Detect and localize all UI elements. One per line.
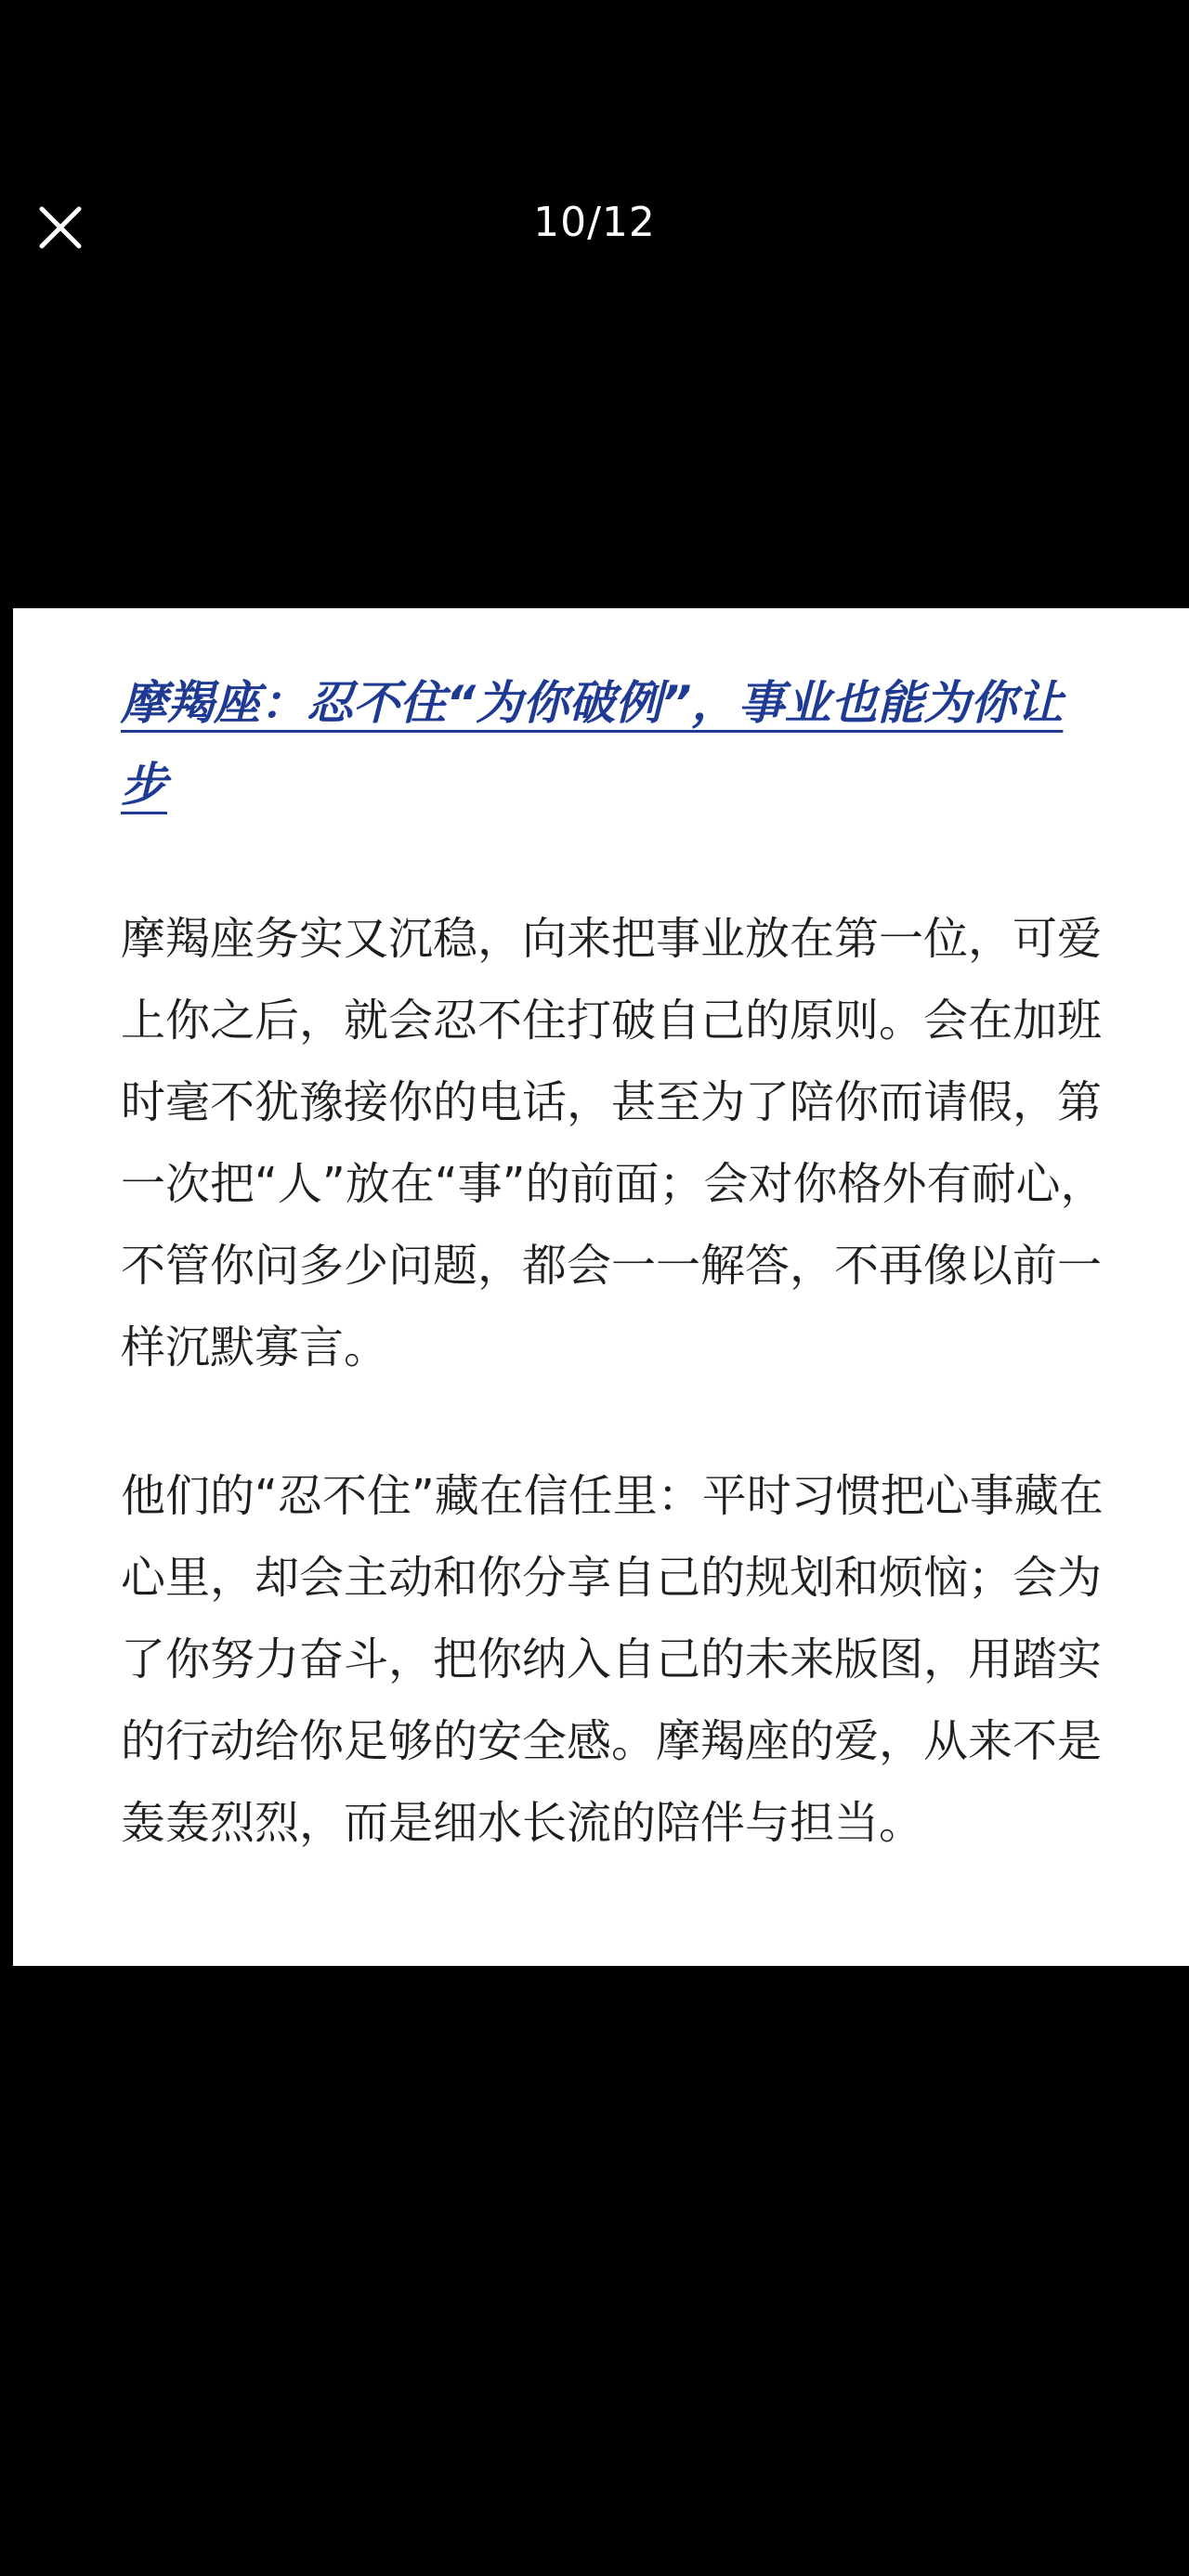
- article-title: 摩羯座：忍不住“为你破例”，事业也能为你让步: [121, 676, 1064, 812]
- close-button[interactable]: [28, 195, 93, 260]
- article-paragraph-1: 摩羯座务实又沉稳，向来把事业放在第一位，可爱上你之后，就会忍不住打破自己的原则。会在加班时毫不犹豫接你的电话，甚至为了陪你而请假，第一次把“人”放在“事”的前面；会对你格外有耐心，不管你问多少问题，都会一一解答，不再像以前一样沉默寡言。: [121, 913, 1105, 1373]
- article-content: [121, 662, 1105, 1864]
- page-counter: 10/12: [533, 199, 656, 246]
- viewer-top-bar: [0, 149, 1189, 297]
- close-icon[interactable]: [36, 203, 85, 252]
- article-paragraph-2: 他们的“忍不住”藏在信任里：平时习惯把心事藏在心里，却会主动和你分享自己的规划和烦恼；会为了你努力奋斗，把你纳入自己的未来版图，用踏实的行动给你足够的安全感。摩羯座的爱，从来不是轰轰烈烈，而是细水长流的陪伴与担当。: [121, 1470, 1104, 1849]
- page-image: [13, 608, 1189, 1966]
